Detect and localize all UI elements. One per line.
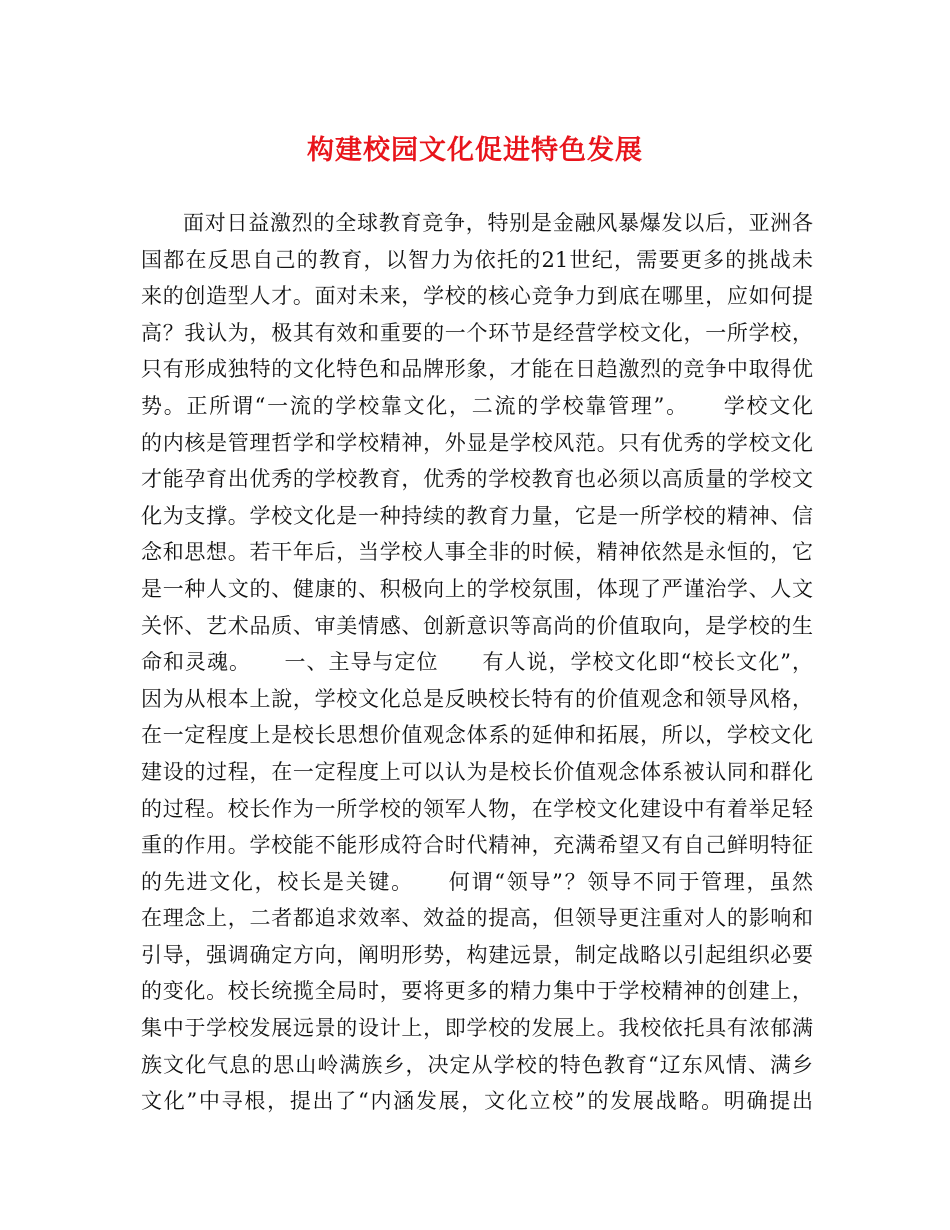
text-line: 在一定程度上是校长思想价值观念体系的延伸和拓展，所以，学校文化 [141,723,813,748]
text-line: 的变化。校长统揽全局时，要将更多的精力集中于学校精神的创建上， [141,979,813,1004]
text-line: 族文化气息的思山岭满族乡，决定从学校的特色教育“辽东风情、满乡 [141,1052,813,1077]
text-line: 文化”中寻根，提出了“内涵发展，文化立校”的发展战略。明确提出 [141,1089,813,1114]
text-line: 是一种人文的、健康的、积极向上的学校氛围，体现了严谨治学、人文 [141,576,813,601]
text-line: 重的作用。学校能不能形成符合时代精神，充满希望又有自己鲜明特征 [141,833,813,858]
text-line: 引导，强调确定方向，阐明形势，构建远景，制定战略以引起组织必要 [141,942,813,967]
text-line: 关怀、艺术品质、审美情感、创新意识等高尚的价值取向，是学校的生 [141,613,813,638]
page-title: 构建校园文化促进特色发展 [307,135,643,166]
text-line: 势。正所谓“一流的学校靠文化，二流的学校靠管理”。 学校文化 [141,393,813,418]
text-line: 命和灵魂。 一、主导与定位 有人说，学校文化即“校长文化”， [141,650,813,675]
text-line: 念和思想。若干年后，当学校人事全非的时候，精神依然是永恒的，它 [141,540,813,565]
body-paragraph [141,205,813,1120]
text-line: 在理念上，二者都追求效率、效益的提高，但领导更注重对人的影响和 [141,906,813,931]
text-line: 只有形成独特的文化特色和品牌形象，才能在日趋激烈的竞争中取得优 [141,357,813,382]
text-line: 来的创造型人才。面对未来，学校的核心竞争力到底在哪里，应如何提 [141,284,813,309]
text-line: 的过程。校长作为一所学校的领军人物，在学校文化建设中有着举足轻 [141,796,813,821]
text-line: 高？我认为，极其有效和重要的一个环节是经营学校文化，一所学校， [141,320,813,345]
text-line: 才能孕育出优秀的学校教育，优秀的学校教育也必须以高质量的学校文 [141,467,813,492]
text-line: 国都在反思自己的教育，以智力为依托的21世纪，需要更多的挑战未 [141,247,813,272]
text-line: 的先进文化，校长是关键。 何谓“领导”？领导不同于管理，虽然 [141,869,813,894]
text-line: 集中于学校发展远景的设计上，即学校的发展上。我校依托具有浓郁满 [141,1016,813,1041]
text-line: 建设的过程，在一定程度上可以认为是校长价值观念体系被认同和群化 [141,759,813,784]
text-line: 因为从根本上說，学校文化总是反映校长特有的价值观念和领导风格， [141,686,813,711]
text-line: 面对日益激烈的全球教育竞争，特别是金融风暴爆发以后，亚洲各 [183,211,813,235]
text-line: 的内核是管理哲学和学校精神，外显是学校风范。只有优秀的学校文化 [141,430,813,455]
text-line: 化为支撑。学校文化是一种持续的教育力量，它是一所学校的精神、信 [141,503,813,528]
